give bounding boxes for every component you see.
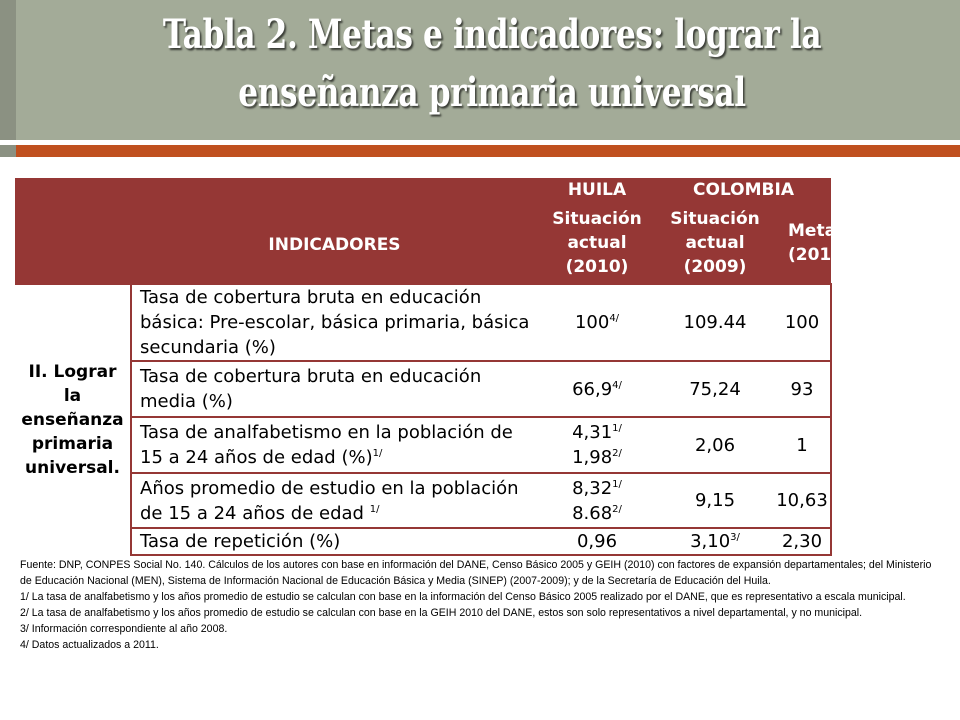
indicator-line: Años promedio de estudio en la población (140, 477, 519, 499)
huila-value: 66,9 (572, 378, 613, 400)
goals-table (15, 178, 851, 556)
huila-value-cell (538, 361, 656, 417)
huila-value: 100 (574, 312, 610, 333)
indicator-line (140, 501, 538, 526)
footnote-ref: 4/ (612, 379, 622, 391)
goal-cell (15, 284, 131, 555)
slide-title-line-1: Tabla 2. Metas e indicadores: lograr la (162, 11, 822, 58)
indicators-header: INDICADORES (131, 178, 538, 284)
meta-value: 100 (774, 284, 831, 361)
title-accent-band (0, 0, 16, 140)
colombia-header: COLOMBIA (656, 178, 831, 202)
source-note: Fuente: DNP, CONPES Social No. 140. Cálculos de los autores con base en información del DANE, Censo Básico 2005 y GEIH (2010) con factores de expansión departamentales; del Ministerio de Educación Nacional (MEN), Sistema de Información Nacional de Educación Básica y Media (SINEP) (2007-2009); y de la Secretaría de Educación del Huila. (20, 559, 932, 587)
goal-line: enseñanza (21, 410, 124, 430)
indicator-cell (131, 528, 538, 555)
footnote-3: 3/ Información correspondiente al año 2008. (20, 623, 228, 635)
huila-value: 4,31 (572, 422, 613, 443)
footnote-ref: 3/ (730, 532, 740, 543)
table-row (15, 284, 831, 361)
table-row (15, 361, 831, 417)
meta-subheader (774, 202, 851, 284)
huila-subheader (538, 202, 656, 284)
footnote-4: 4/ Datos actualizados a 2011. (20, 639, 159, 651)
colombia-value: 2,06 (656, 417, 774, 473)
indicator-line: Tasa de repetición (%) (140, 531, 341, 552)
footnote-ref: 2/ (612, 448, 622, 459)
meta-value: 2,30 (774, 528, 831, 555)
goal-line: universal. (25, 458, 120, 478)
indicator-line: secundaria (%) (140, 337, 276, 358)
footnote-ref: 1/ (372, 448, 383, 459)
header-spacer (15, 178, 131, 284)
indicator-line: Tasa de cobertura bruta en educación (140, 287, 482, 308)
goal-line: primaria (31, 434, 114, 454)
indicator-cell (131, 417, 538, 473)
footnote-1: 1/ La tasa de analfabetismo y los años promedio de estudio se calculan con base en la información del Censo Básico 2005 realizado por el DANE, que es representativo a escala municipal. (20, 591, 906, 603)
indicator-line: media (%) (140, 391, 233, 412)
indicator-cell (131, 473, 538, 528)
table-row (15, 473, 831, 528)
footnote-ref: 1/ (612, 423, 622, 434)
footnote-2: 2/ La tasa de analfabetismo y los años promedio de estudio se calculan con base en la GEIH 2010 del DANE, estos son solo representativos a nivel departamental, y no municipal. (20, 607, 863, 619)
indicator-text: 15 a 24 años de edad (%) (140, 447, 373, 468)
huila-subheader-line: (2010) (565, 256, 629, 277)
colombia-subheader (656, 202, 774, 284)
indicator-line: básica: Pre-escolar, básica primaria, básica (140, 312, 530, 333)
indicator-line: Tasa de cobertura bruta en educación (140, 366, 482, 387)
slide-title-line-2: enseñanza primaria universal (238, 69, 746, 116)
huila-value-cell (538, 417, 656, 473)
indicator-text: de 15 a 24 años de edad (140, 502, 364, 524)
colombia-subheader-line: (2009) (683, 256, 747, 277)
table-row (15, 528, 831, 555)
huila-subheader-line: actual (567, 232, 627, 253)
footnote-ref: 1/ (369, 503, 380, 515)
slide-title (139, 6, 844, 122)
indicator-cell (131, 284, 538, 361)
huila-value-cell (538, 473, 656, 528)
goal-line: la (63, 386, 82, 406)
footnote-ref: 2/ (612, 503, 622, 515)
colombia-value: 109.44 (656, 284, 774, 361)
huila-value: 8,32 (572, 477, 613, 499)
colombia-value: 3,10 (690, 531, 731, 552)
colombia-subheader-line: actual (685, 232, 745, 253)
indicator-line (140, 445, 538, 470)
colombia-subheader-line: Situación (670, 208, 760, 229)
goal-line: II. Lograr (28, 362, 117, 382)
meta-value: 1 (774, 417, 831, 473)
colombia-value-cell (656, 528, 774, 555)
indicator-line: Tasa de analfabetismo en la población de (140, 422, 513, 443)
huila-value: 1,98 (572, 447, 613, 468)
source-notes (20, 557, 940, 653)
meta-subheader-line: (2015) (788, 244, 851, 265)
table-row (15, 417, 831, 473)
meta-subheader-line: Meta (788, 220, 837, 241)
huila-subheader-line: Situación (552, 208, 642, 229)
huila-value: 8.68 (572, 502, 613, 524)
colombia-value: 75,24 (656, 361, 774, 417)
huila-value-cell (538, 284, 656, 361)
huila-header: HUILA (538, 178, 656, 202)
colombia-value: 9,15 (656, 473, 774, 528)
indicator-cell (131, 361, 538, 417)
footnote-ref: 1/ (612, 478, 622, 490)
title-divider (0, 145, 960, 157)
huila-value: 0,96 (538, 528, 656, 555)
meta-value: 10,63 (774, 473, 831, 528)
footnote-ref: 4/ (609, 313, 620, 324)
title-bar (0, 0, 960, 140)
meta-value: 93 (774, 361, 831, 417)
